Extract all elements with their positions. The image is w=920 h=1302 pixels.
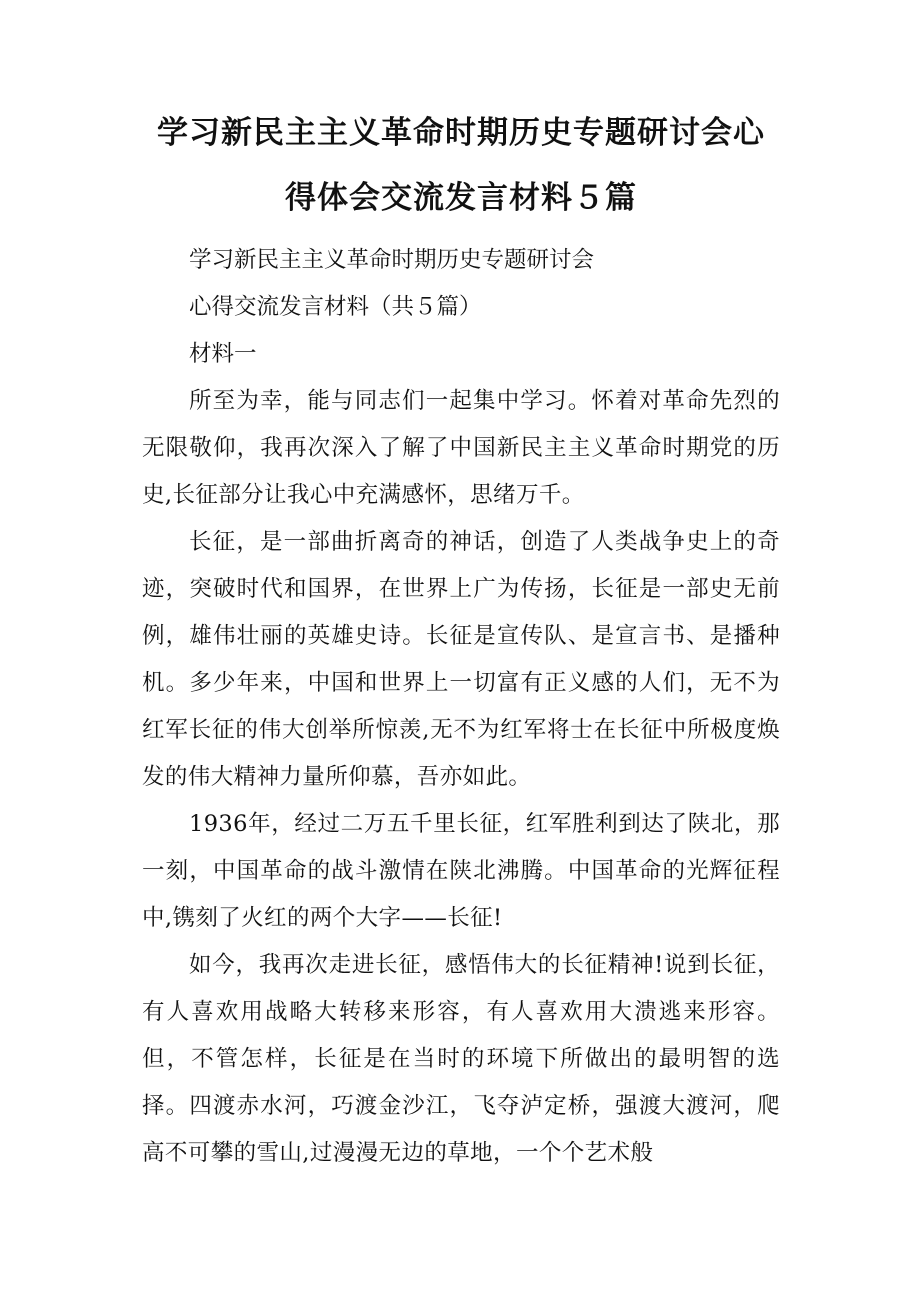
body-text <box>142 378 780 1177</box>
section-label: 材料一 <box>189 341 257 367</box>
paragraph-4: 如今，我再次走进长征，感悟伟大的长征精神!说到长征，有人喜欢用战略大转移来形容，有人喜欢用大溃逃来形容。但，不管怎样，长征是在当时的环境下所做出的最明智的选择。四渡赤水河，巧渡金沙江，飞夺泸定桥，强渡大渡河，爬高不可攀的雪山,过漫漫无边的草地，一个个艺术般 <box>142 952 780 1166</box>
document-title <box>142 0 780 231</box>
paragraph-1: 所至为幸，能与同志们一起集中学习。怀着对革命先烈的无限敬仰，我再次深入了解了中国新民主主义革命时期党的历史,长征部分让我心中充满感怀，思绪万千。 <box>142 388 780 508</box>
title-line-1: 学习新民主主义革命时期历史专题研讨会心 <box>157 115 765 151</box>
subtitle-line-1: 学习新民主主义革命时期历史专题研讨会 <box>189 247 595 273</box>
paragraph-3: 1936年，经过二万五千里长征，红军胜利到达了陕北，那一刻，中国革命的战斗激情在陕北沸腾。中国革命的光辉征程中,镌刻了火红的两个大字——长征! <box>142 811 780 931</box>
title-line-2: 得体会交流发言材料５篇 <box>285 180 637 216</box>
subtitle-block <box>142 237 780 378</box>
subtitle-line-2: 心得交流发言材料（共５篇） <box>189 294 482 320</box>
paragraph-2: 长征，是一部曲折离奇的神话，创造了人类战争史上的奇迹，突破时代和国界，在世界上广为传扬，长征是一部史无前例，雄伟壮丽的英雄史诗。长征是宣传队、是宣言书、是播种机。多少年来，中国和世界上一切富有正义感的人们，无不为红军长征的伟大创举所惊羡,无不为红军将士在长征中所极度焕发的伟大精神力量所仰慕，吾亦如此。 <box>142 529 780 790</box>
